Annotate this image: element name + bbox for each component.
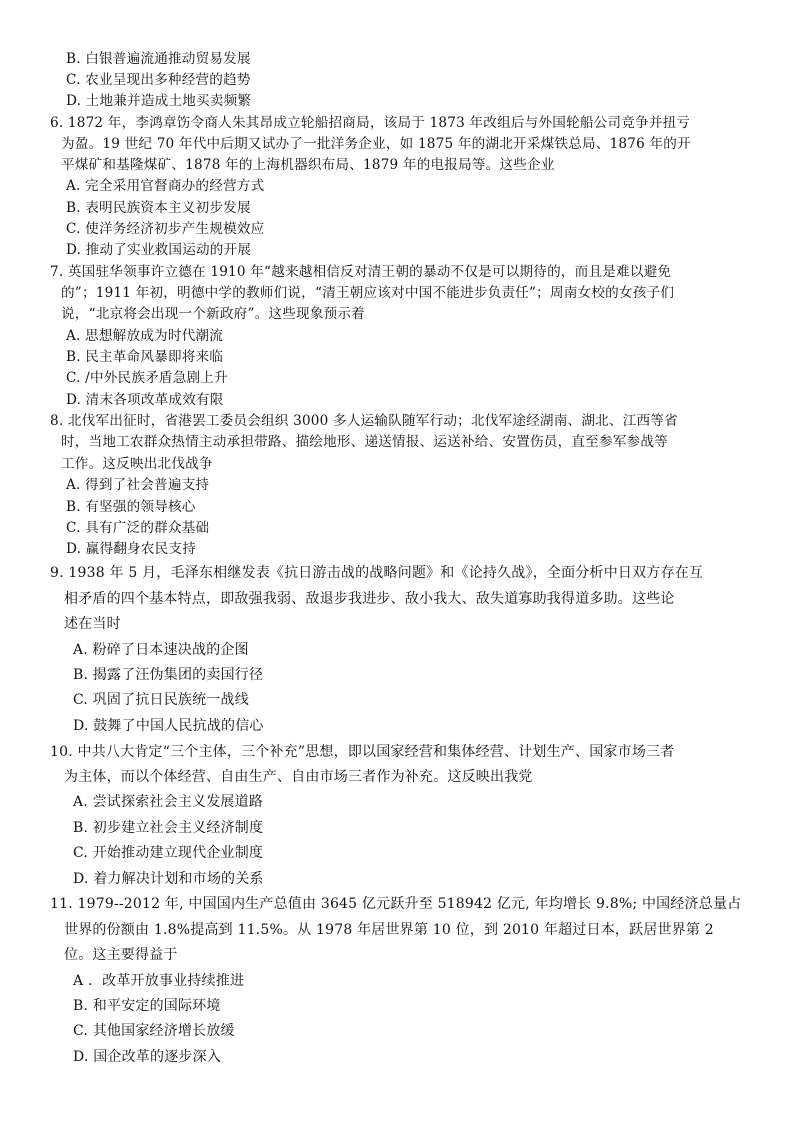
option-b: B. 和平安定的国际环境 xyxy=(73,998,221,1014)
option-c: C. /中外民族矛盾急剧上升 xyxy=(66,370,228,386)
option-a: A. 完全采用官督商办的经营方式 xyxy=(66,178,265,194)
option-d: D. 土地兼并造成土地买卖频繁 xyxy=(66,93,252,109)
option-c: C. 使洋务经济初步产生规模效应 xyxy=(66,221,265,237)
question-stem-line: 平煤矿和基隆煤矿、1878 年的上海机器织布局、1879 年的电报局等。这些企业 xyxy=(61,157,555,173)
question-stem-line: 9. 1938 年 5 月，毛泽东相继发表《抗日游击战的战略问题》和《论持久战》，全面分析中日双方存在互 xyxy=(50,565,704,581)
option-b: B. 白银普遍流通推动贸易发展 xyxy=(66,51,251,67)
option-d: D. 着力解决计划和市场的关系 xyxy=(73,871,264,887)
option-c: C. 农业呈现出多种经营的趋势 xyxy=(66,72,251,88)
question-stem-line: 世界的份额由 1.8%提高到 11.5%。从 1978 年居世界第 10 位，到 2010 年超过日本，跃居世界第 2 xyxy=(64,922,714,938)
question-stem-line: 7. 英国驻华领事许立德在 1910 年“越来越相信反对清王朝的暴动不仅是可以期待的，而且是难以避免 xyxy=(50,264,672,280)
question-stem-line: 的”；1911 年初，明德中学的教师们说，“清王朝应该对中国不能进步负责任”；周南女校的女孩子们 xyxy=(61,285,675,301)
option-c: C. 开始推动建立现代企业制度 xyxy=(73,845,264,861)
option-b: B. 揭露了汪伪集团的卖国行径 xyxy=(73,667,264,683)
option-c: C. 巩固了抗日民族统一战线 xyxy=(73,692,249,708)
question-stem-line: 述在当时 xyxy=(64,616,121,632)
question-stem-line: 为盈。19 世纪 70 年代中后期又试办了一批洋务企业，如 1875 年的湖北开采煤铁总局、1876 年的开 xyxy=(61,136,691,152)
option-c: C. 其他国家经济增长放缓 xyxy=(73,1023,235,1039)
question-stem-line: 6. 1872 年，李鸿章饬令商人朱其昂成立轮船招商局，该局于 1873 年改组后与外国轮船公司竞争并扭亏 xyxy=(50,115,691,131)
question-stem-line: 为主体，而以个体经营、自由生产、自由市场三者作为补充。这反映出我党 xyxy=(64,769,533,785)
option-b: B. 有坚强的领导核心 xyxy=(66,499,196,515)
option-a: A. 思想解放成为时代潮流 xyxy=(66,328,223,344)
question-stem-line: 时，当地工农群众热情主动承担带路、描绘地形、递送情报、运送补给、安置伤员，直至参军参战等 xyxy=(61,434,668,450)
option-d: D. 赢得翻身农民支持 xyxy=(66,541,197,557)
option-a: A. 得到了社会普遍支持 xyxy=(66,477,210,493)
question-stem-line: 说，“北京将会出现一个新政府”。这些现象预示着 xyxy=(61,306,365,322)
option-d: D. 鼓舞了中国人民抗战的信心 xyxy=(73,718,264,734)
option-b: B. 表明民族资本主义初步发展 xyxy=(66,200,251,216)
question-stem-line: 位。这主要得益于 xyxy=(64,947,178,963)
question-stem-line: 工作。这反映出北伐战争 xyxy=(61,456,213,472)
question-stem-line: 11. 1979--2012 年, 中国国内生产总值由 3645 亿元跃升至 518942 亿元, 年均增长 9.8%; 中国经济总量占 xyxy=(50,896,742,912)
option-a: A ．改革开放事业持续推进 xyxy=(73,973,245,989)
option-a: A. 尝试探索社会主义发展道路 xyxy=(73,794,264,810)
option-c: C. 具有广泛的群众基础 xyxy=(66,520,210,536)
option-a: A. 粉碎了日本速决战的企图 xyxy=(73,642,249,658)
option-d: D. 国企改革的逐步深入 xyxy=(73,1049,222,1065)
option-d: D. 推动了实业救国运动的开展 xyxy=(66,242,252,258)
option-b: B. 民主革命风暴即将来临 xyxy=(66,349,224,365)
option-d: D. 清末各项改革成效有限 xyxy=(66,392,224,408)
question-stem-line: 相矛盾的四个基本特点，即敌强我弱、敌退步我进步、敌小我大、敌失道寡助我得道多助。这些论 xyxy=(64,591,675,607)
question-stem-line: 10. 中共八大肯定“三个主体，三个补充”思想，即以国家经营和集体经营、计划生产、国家市场三者 xyxy=(50,744,675,760)
option-b: B. 初步建立社会主义经济制度 xyxy=(73,820,264,836)
question-stem-line: 8. 北伐军出征时，省港罢工委员会组织 3000 多人运输队随军行动；北伐军途经湖南、湖北、江西等省 xyxy=(50,413,678,429)
